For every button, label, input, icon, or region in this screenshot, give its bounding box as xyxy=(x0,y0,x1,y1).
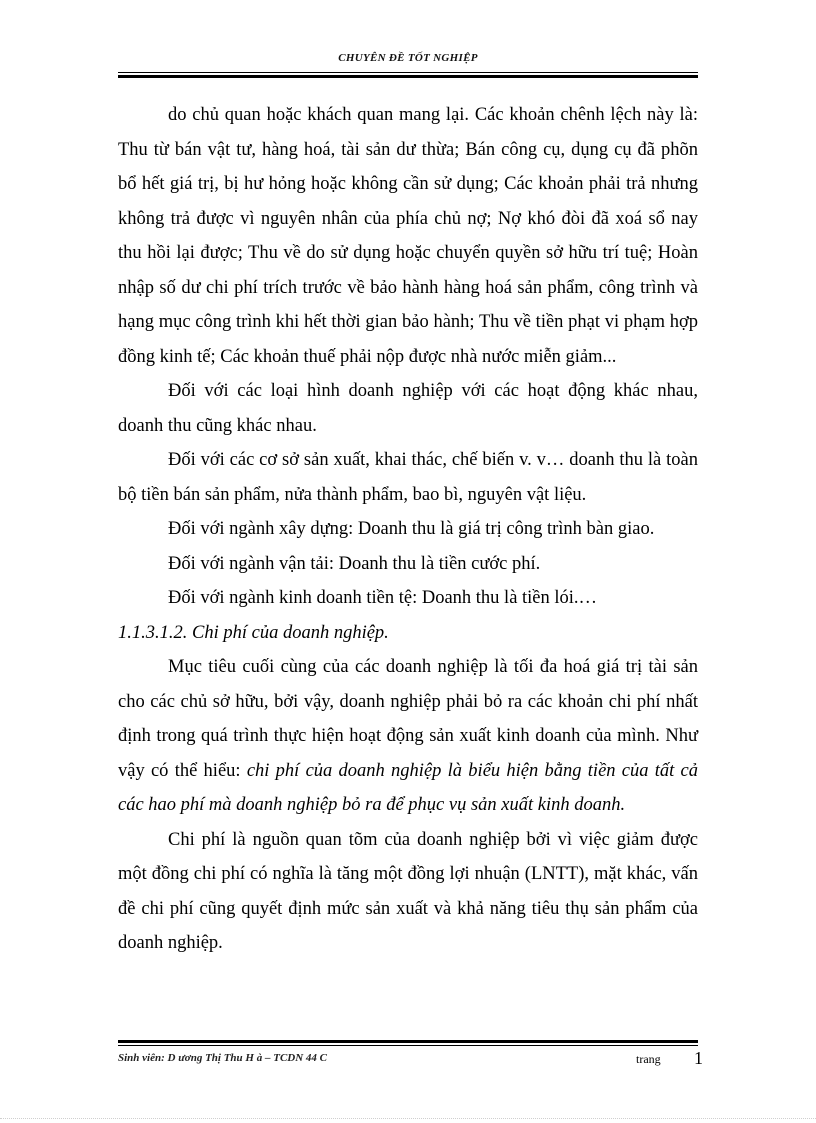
footer-author: Sinh viên: D ương Thị Thu H à – TCDN 44 C xyxy=(118,1052,327,1064)
footer-page-number: 1 xyxy=(694,1048,703,1068)
footer-page-label: trang xyxy=(636,1052,661,1066)
paragraph-last: Chi phí là nguồn quan tõm của doanh nghiệp bởi vì việc giảm được một đồng chi phí có nghĩa là tăng một đồng lợi nhuận (LNTT), mặt khác, vấn đề chi phí cũng quyết định mức sản xuất và khả năng tiêu thụ sản phẩm của doanh nghiệp. xyxy=(118,829,698,953)
paragraph-4: Đối với ngành xây dựng: Doanh thu là giá trị công trình bàn giao. xyxy=(168,519,655,539)
paragraph-3: Đối với các cơ sở sản xuất, khai thác, chế biến v. v… doanh thu là toàn bộ tiền bán sản phẩm, nửa thành phẩm, bao bì, nguyên vật liệu. xyxy=(118,450,698,505)
paragraph-chi-phi xyxy=(118,650,698,823)
header-rule-thick xyxy=(118,75,698,78)
paragraph-chi-phi-plain: Mục tiêu cuối cùng của các doanh nghiệp là tối đa hoá giá trị tài sản cho các chủ sở hữu, bởi vậy, doanh nghiệp phải bỏ ra các khoản chi phí nhất định trong quá trình thực hiện hoạt động sản xuất kinh doanh của mình. Như vậy có thể hiểu: xyxy=(118,657,698,781)
header-rule-thin xyxy=(118,72,698,73)
paragraph-2: Đối với các loại hình doanh nghiệp với các hoạt động khác nhau, doanh thu cũng khác nhau. xyxy=(118,381,698,436)
paragraph-chi-phi-emphasis: chi phí của doanh nghiệp là biểu hiện bằng tiền của tất cả các hao phí mà doanh nghiệp bỏ ra để phục vụ sản xuất kinh doanh. xyxy=(118,760,699,815)
document-body xyxy=(118,98,698,961)
paragraph-6: Đối với ngành kinh doanh tiền tệ: Doanh thu là tiền lói.… xyxy=(168,588,598,608)
footer-rule-thin xyxy=(118,1045,698,1046)
header-title: CHUYÊN ĐỀ TỐT NGHIỆP xyxy=(338,52,478,64)
paragraph-5: Đối với ngành vận tải: Doanh thu là tiền cước phí. xyxy=(168,553,541,574)
section-heading: 1.1.3.1.2. Chi phí của doanh nghiệp. xyxy=(118,622,389,643)
footer-rule-thick xyxy=(118,1040,698,1043)
page-edge-divider xyxy=(0,1118,816,1119)
paragraph-1: do chủ quan hoặc khách quan mang lại. Các khoản chênh lệch này là: Thu từ bán vật tư, hàng hoá, tài sản dư thừa; Bán công cụ, dụng cụ đã phõn bổ hết giá trị, bị hư hỏng hoặc không cần sử dụng; Các khoản phải trả nhưng không trả được vì nguyên nhân của phía chủ nợ; Nợ khó đòi đã xoá sổ nay thu hồi lại được; Thu về do sử dụng hoặc chuyển quyền sở hữu trí tuệ; Hoàn nhập số dư chi phí trích trước về bảo hành hàng hoá sản phẩm, công trình và hạng mục công trình khi hết thời gian bảo hành; Thu về tiền phạt vi phạm hợp đồng kinh tế; Các khoản thuế phải nộp được nhà nước miễn giảm... xyxy=(118,105,698,367)
